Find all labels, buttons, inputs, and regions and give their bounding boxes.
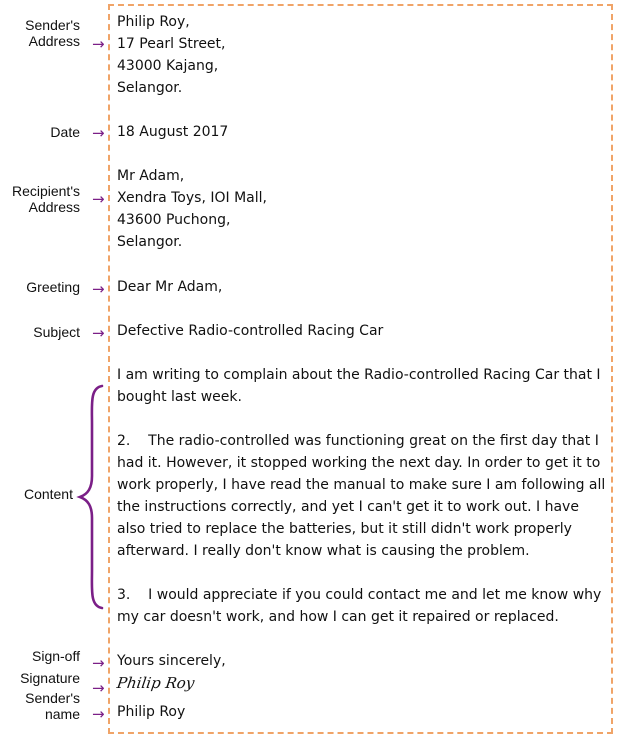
senders-name: Philip Roy	[117, 704, 186, 720]
sign-off: Yours sincerely,	[117, 653, 226, 669]
letter-date: 18 August 2017	[117, 124, 229, 140]
label-sign-off: Sign-off	[32, 648, 80, 664]
label-line: Address	[28, 33, 80, 49]
label-line: Address	[28, 199, 80, 215]
label-subject: Subject	[33, 324, 80, 340]
paragraph-line: the instructions correctly, and yet I can't get it to work out. I have	[117, 499, 579, 515]
curly-brace-icon	[76, 384, 106, 610]
label-greeting: Greeting	[26, 279, 80, 295]
paragraph-line: 2. The radio-controlled was functioning great on the first day that I	[117, 433, 599, 449]
address-line: 43600 Puchong,	[117, 212, 231, 228]
paragraph-line: my car doesn't work, and how I can get it repaired or replaced.	[117, 609, 559, 625]
paragraph-2	[117, 430, 607, 562]
paragraph-line: bought last week.	[117, 389, 242, 405]
arrow-icon: →	[92, 280, 105, 298]
address-line: 43000 Kajang,	[117, 58, 219, 74]
label-signature: Signature	[20, 670, 80, 686]
arrow-icon: →	[92, 654, 105, 672]
arrow-icon: →	[92, 705, 105, 723]
paragraph-line: I am writing to complain about the Radio-controlled Racing Car that I	[117, 367, 601, 383]
sender-address	[117, 11, 226, 99]
arrow-icon: →	[92, 679, 105, 697]
address-line: Philip Roy,	[117, 14, 190, 30]
paragraph-line: had it. However, it stopped working the next day. In order to get it to	[117, 455, 601, 471]
label-content: Content	[23, 486, 73, 502]
label-senders-name	[6, 690, 80, 722]
address-line: Mr Adam,	[117, 168, 185, 184]
paragraph-1	[117, 364, 607, 408]
label-date: Date	[50, 124, 80, 140]
greeting: Dear Mr Adam,	[117, 279, 223, 295]
paragraph-line: 3. I would appreciate if you could contact me and let me know why	[117, 587, 602, 603]
arrow-icon: →	[92, 35, 105, 53]
paragraph-3	[117, 584, 607, 628]
label-line: Sender's	[25, 17, 80, 33]
label-recipients-address	[0, 183, 80, 215]
address-line: Selangor.	[117, 234, 183, 250]
paragraph-line: also tried to replace the batteries, but it still didn't work properly	[117, 521, 572, 537]
paragraph-line: afterward. I really don't know what is causing the problem.	[117, 543, 530, 559]
label-senders-address	[6, 17, 80, 49]
address-line: 17 Pearl Street,	[117, 36, 226, 52]
label-line: Sender's	[25, 690, 80, 706]
arrow-icon: →	[92, 324, 105, 342]
arrow-icon: →	[92, 190, 105, 208]
paragraph-line: work properly, I have read the manual to make sure I am following all	[117, 477, 606, 493]
address-line: Xendra Toys, IOI Mall,	[117, 190, 267, 206]
arrow-icon: →	[92, 124, 105, 142]
label-line: Recipient's	[11, 183, 80, 199]
address-line: Selangor.	[117, 80, 183, 96]
handwritten-signature: Philip Roy	[115, 674, 196, 692]
label-line: name	[44, 706, 80, 722]
recipient-address	[117, 165, 267, 253]
subject-line: Defective Radio-controlled Racing Car	[117, 323, 384, 339]
